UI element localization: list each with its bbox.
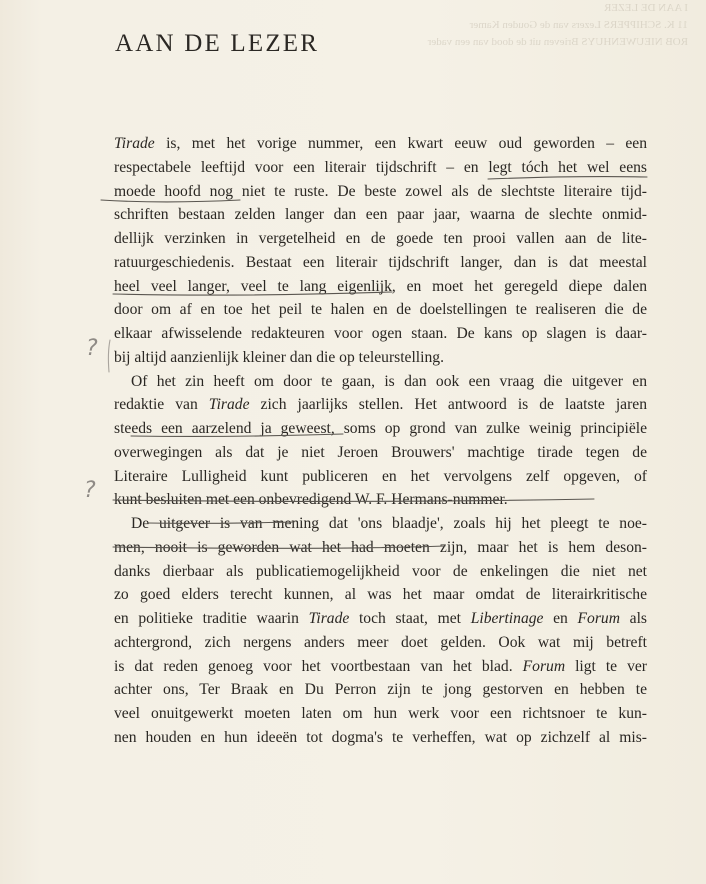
text-line: bij altijd aanzienlijk kleiner dan die op teleurstelling. xyxy=(114,348,444,366)
bleed-through-text xyxy=(328,0,688,110)
text-line: De uitgever is van mening dat 'ons blaadje', zoals hij het pleegt te noe- xyxy=(131,515,647,532)
bleed-line: ROB NIEUWENHUYS Brieven uit de dood van een vader xyxy=(427,36,688,48)
bleed-line: 11 K. SCHIPPERS Lezers van de Gouden Kamer xyxy=(469,19,688,31)
text-line xyxy=(114,607,647,631)
text-line xyxy=(114,655,647,679)
bleed-line: I AAN DE LEZER xyxy=(603,2,688,14)
text-line: schriften bestaan zelden langer dan een paar jaar, waarna de slechte onmid- xyxy=(114,206,647,224)
text-line: veel onuitgewerkt moeten laten om hun werk voor een richtsnoer te kun- xyxy=(114,705,647,722)
line-part: en politieke traditie waarin xyxy=(114,610,309,627)
line-part: zich jaarlijks stellen. Het antwoord is de laatste jaren xyxy=(249,396,648,414)
text-line: men, nooit is geworden wat het had moeten zijn, maar het is hem deson- xyxy=(114,538,647,556)
text-line: kunt besluiten met een onbevredigend W. F. Hermans-nummer. xyxy=(114,491,508,509)
italic-title: Libertinage xyxy=(470,610,544,627)
page-title: AAN DE LEZER xyxy=(115,30,320,57)
text-line: achter ons, Ter Braak en Du Perron zijn te jong gestorven en hebben te xyxy=(114,681,647,699)
text-line xyxy=(114,370,647,394)
margin-question-mark: ? xyxy=(86,336,98,361)
line-part: en xyxy=(543,610,578,627)
line-part: Of het zin heeft om door te gaan, is dan ook een vraag die uitgever en xyxy=(131,372,647,390)
line-part: als xyxy=(619,610,647,627)
text-line: danks dierbaar als publicatiemogelijkheid voor de enkelingen die niet net xyxy=(114,562,647,580)
text-line: heel veel langer, veel te lang eigenlijk, en moet het geregeld diepe dalen xyxy=(114,277,647,295)
margin-question-mark: ? xyxy=(84,478,96,503)
text-line: elkaar afwisselende redakteuren voor ogen staan. De kans op slagen is daar- xyxy=(114,325,647,342)
line-part: is dat reden genoeg voor het voortbestaan van het blad. xyxy=(114,657,523,675)
body-text xyxy=(114,132,647,750)
text-line xyxy=(114,393,647,417)
text-line: steeds een aarzelend ja geweest, soms op grond van zulke weinig principiële xyxy=(114,420,647,437)
text-line: ratuurgeschiedenis. Bestaat een literair tijdschrift langer, dan is dat meestal xyxy=(114,253,647,271)
italic-title: Tirade xyxy=(114,135,155,152)
text-line: Literaire Lulligheid kunt publiceren en het vervolgens zelf opgeven, of xyxy=(114,467,647,485)
text-line: zo goed elders terecht kunnen, al was het maar omdat de literairkritische xyxy=(114,586,647,604)
text-line: achtergrond, zich nergens anders meer doet gelden. Ook wat mij betreft xyxy=(114,633,647,651)
text-line: dellijk verzinken in vergetelheid en de goede ten prooi vallen aan de lite- xyxy=(114,230,647,247)
italic-title: Forum xyxy=(522,657,566,675)
line-part: toch staat, met xyxy=(349,610,471,627)
line-part: redaktie van xyxy=(114,396,209,414)
line-rest: is, met het vorige nummer, een kwart eeuw oud geworden – een xyxy=(154,135,647,152)
text-line xyxy=(114,132,647,156)
text-line: moede hoofd nog niet te ruste. De beste zowel als de slechtste literaire tijd- xyxy=(114,182,647,200)
text-line: door om af en toe het peil te halen en de doelstellingen te realiseren die de xyxy=(114,301,647,319)
text-line: respectabele leeftijd voor een literair tijdschrift – en legt tóch het wel eens xyxy=(114,158,647,176)
margin-mark xyxy=(108,340,110,372)
italic-title: Tirade xyxy=(208,396,250,414)
line-part: ligt te ver xyxy=(565,657,648,675)
text-line: overwegingen als dat je niet Jeroen Brouwers' machtige tirade tegen de xyxy=(114,443,647,461)
italic-title: Forum xyxy=(577,610,620,627)
text-line: nen houden en hun ideeën tot dogma's te verheffen, wat op zichzelf al mis- xyxy=(114,728,647,746)
italic-title: Tirade xyxy=(308,610,350,627)
